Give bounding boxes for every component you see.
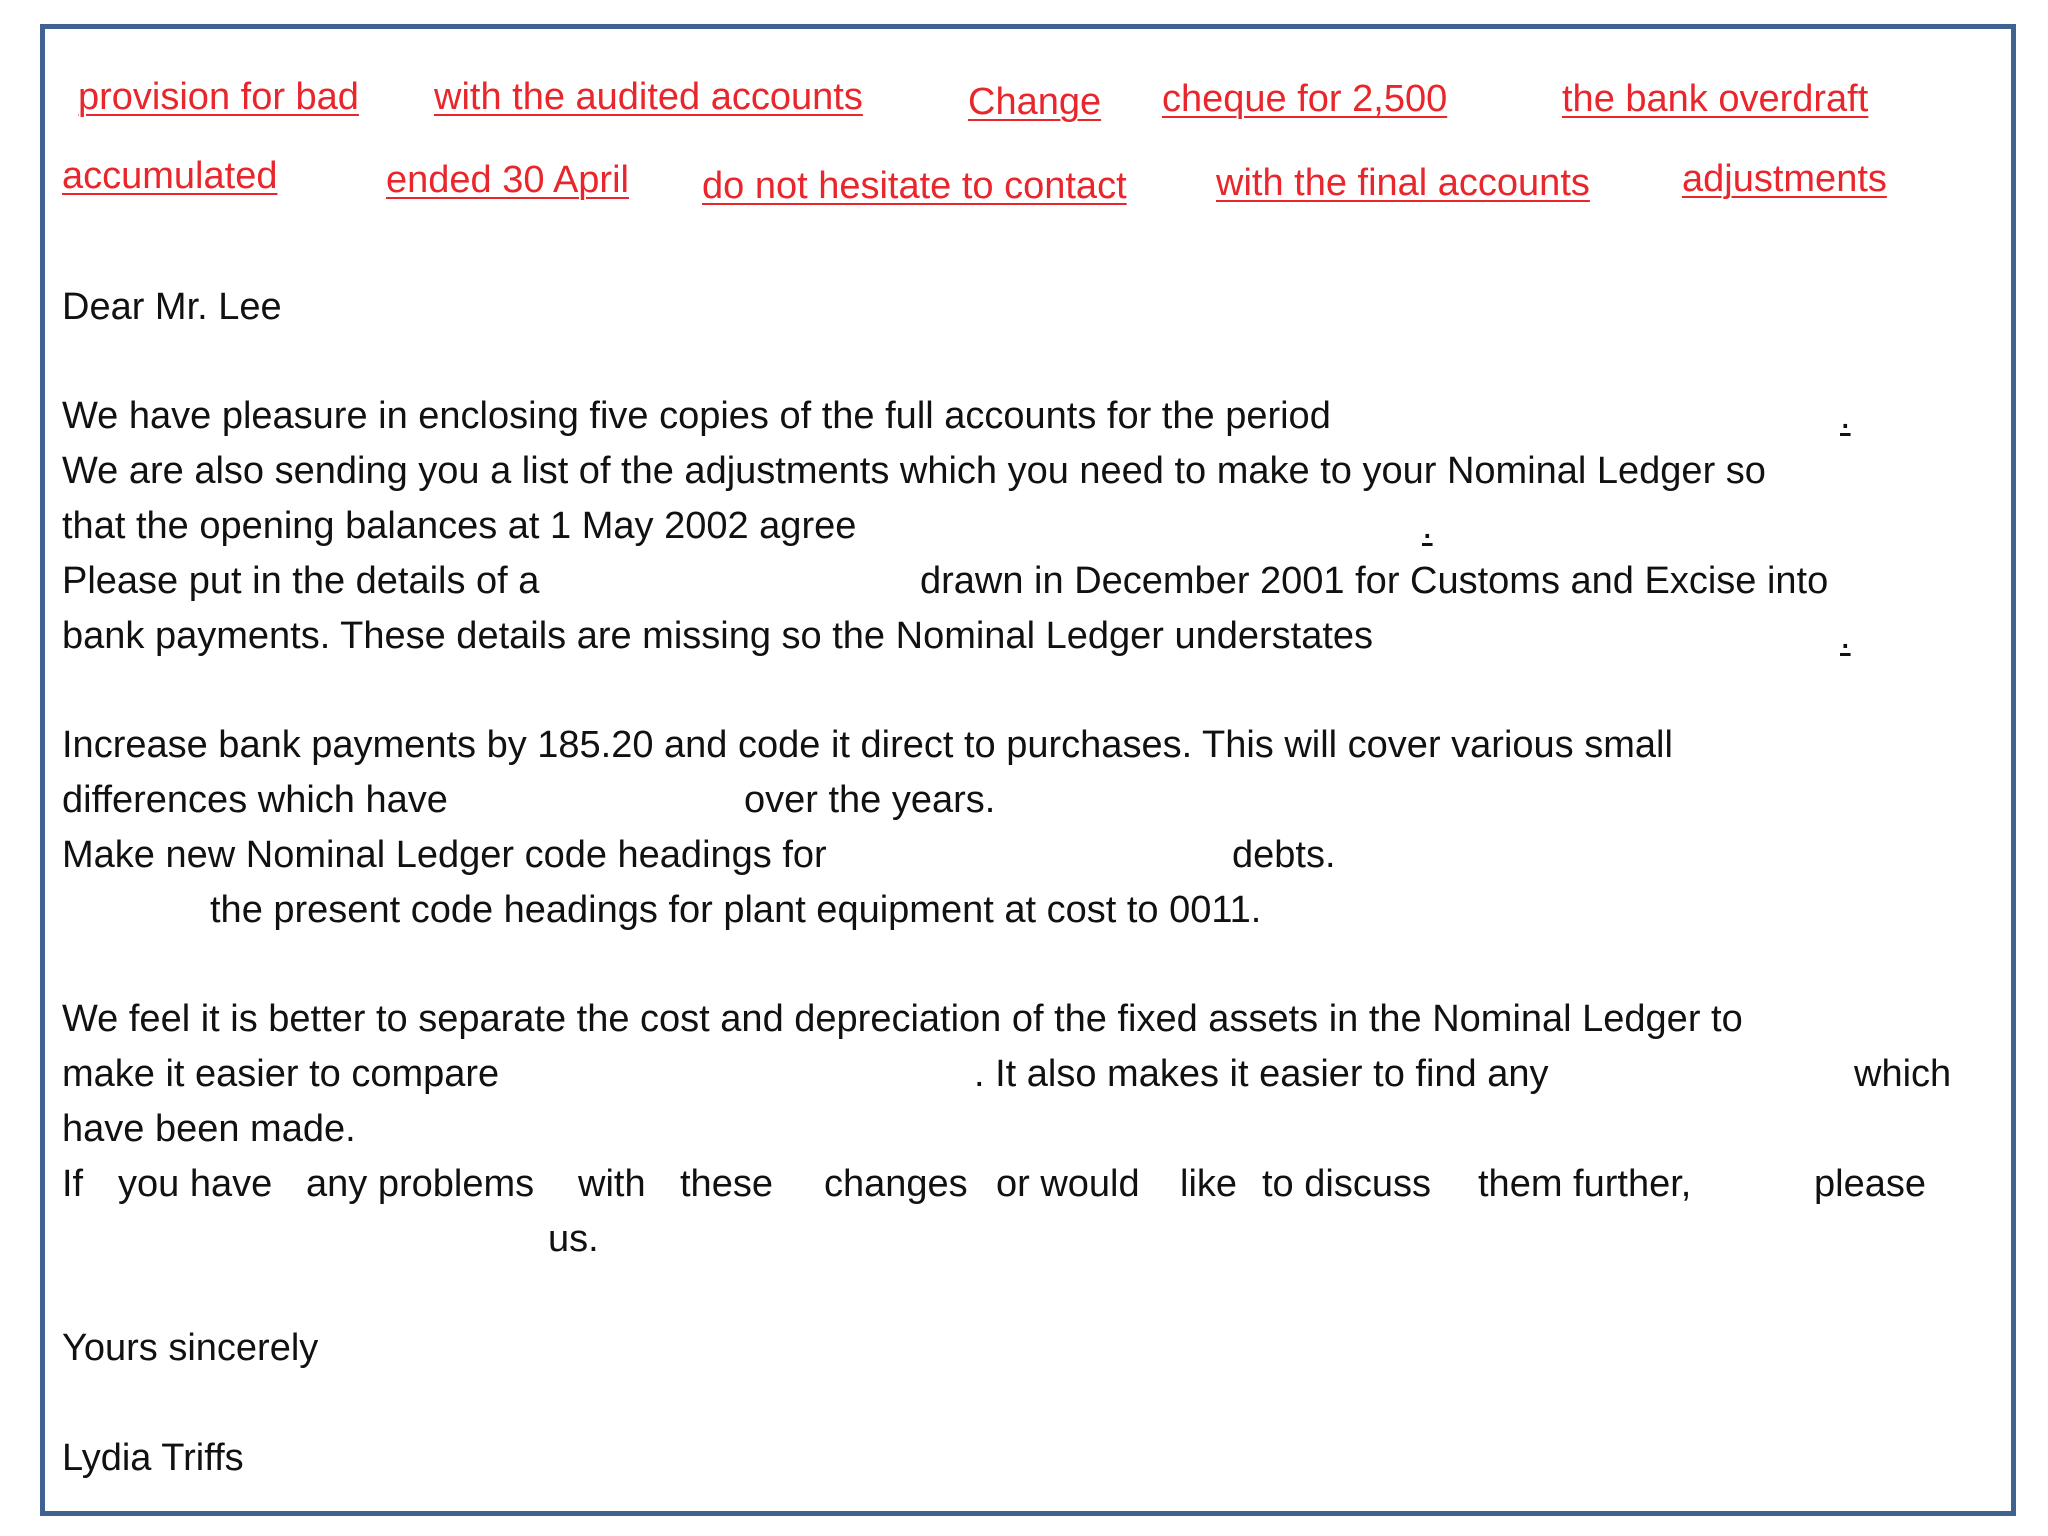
word-option-adjustments[interactable]: adjustments	[1682, 158, 1887, 200]
text-segment: differences which have	[62, 779, 448, 821]
text-segment: If	[62, 1163, 84, 1205]
text-segment: changes	[824, 1163, 968, 1205]
letter-line: We have pleasure in enclosing five copies of the full accounts for the period	[62, 395, 1331, 437]
letter-line: have been made.	[62, 1108, 356, 1150]
word-option-change[interactable]: Change	[968, 81, 1102, 123]
text-segment: Please put in the details of a	[62, 560, 540, 602]
text-segment: please	[1814, 1163, 1926, 1205]
letter-line: bank payments. These details are missing so the Nominal Ledger understates	[62, 615, 1374, 657]
word-option-ended-30-april[interactable]: ended 30 April	[386, 159, 629, 201]
blank-period[interactable]: .	[1422, 505, 1433, 547]
text-segment: any problems	[306, 1163, 535, 1205]
text-segment: to discuss	[1262, 1163, 1431, 1205]
text-segment: make it easier to compare	[62, 1053, 500, 1095]
text-segment: or would	[996, 1163, 1140, 1205]
word-option-with-the-final-accounts[interactable]: with the final accounts	[1216, 162, 1590, 204]
letter-line: We feel it is better to separate the cost and depreciation of the fixed assets in the Nominal Ledger to	[62, 998, 1743, 1040]
text-segment: them further,	[1478, 1163, 1692, 1205]
text-segment: over the years.	[744, 779, 996, 821]
word-option-the-bank-overdraft[interactable]: the bank overdraft	[1562, 78, 1869, 120]
text-segment: with	[578, 1163, 646, 1205]
letter-line: Increase bank payments by 185.20 and code it direct to purchases. This will cover various small	[62, 724, 1673, 766]
signature: Lydia Triffs	[62, 1437, 244, 1479]
text-segment: Make new Nominal Ledger code headings for	[62, 834, 827, 876]
blank-period[interactable]: .	[1840, 395, 1851, 437]
letter-line: the present code headings for plant equipment at cost to 0011.	[210, 889, 1262, 931]
letter-line: that the opening balances at 1 May 2002 agree	[62, 505, 857, 547]
text-segment: you have	[118, 1163, 273, 1205]
text-segment: drawn in December 2001 for Customs and Excise into	[920, 560, 1829, 602]
text-segment: like	[1180, 1163, 1238, 1205]
word-option-cheque-for-2500[interactable]: cheque for 2,500	[1162, 78, 1448, 120]
worksheet-frame	[40, 24, 2016, 1516]
word-option-provision-for-bad[interactable]: provision for bad	[78, 76, 359, 118]
text-segment: . It also makes it easier to find any	[974, 1053, 1549, 1095]
salutation: Dear Mr. Lee	[62, 286, 282, 328]
text-segment: these	[680, 1163, 773, 1205]
blank-period[interactable]: .	[1840, 615, 1851, 657]
closing: Yours sincerely	[62, 1327, 319, 1369]
text-segment: debts.	[1232, 834, 1336, 876]
letter-line: us.	[548, 1218, 599, 1260]
word-option-with-the-audited-accounts[interactable]: with the audited accounts	[434, 76, 863, 118]
letter-line: We are also sending you a list of the adjustments which you need to make to your Nominal Ledger so	[62, 450, 1766, 492]
word-option-accumulated[interactable]: accumulated	[62, 155, 278, 197]
word-option-do-not-hesitate-to-contact[interactable]: do not hesitate to contact	[702, 165, 1127, 207]
text-segment: which	[1854, 1053, 1952, 1095]
